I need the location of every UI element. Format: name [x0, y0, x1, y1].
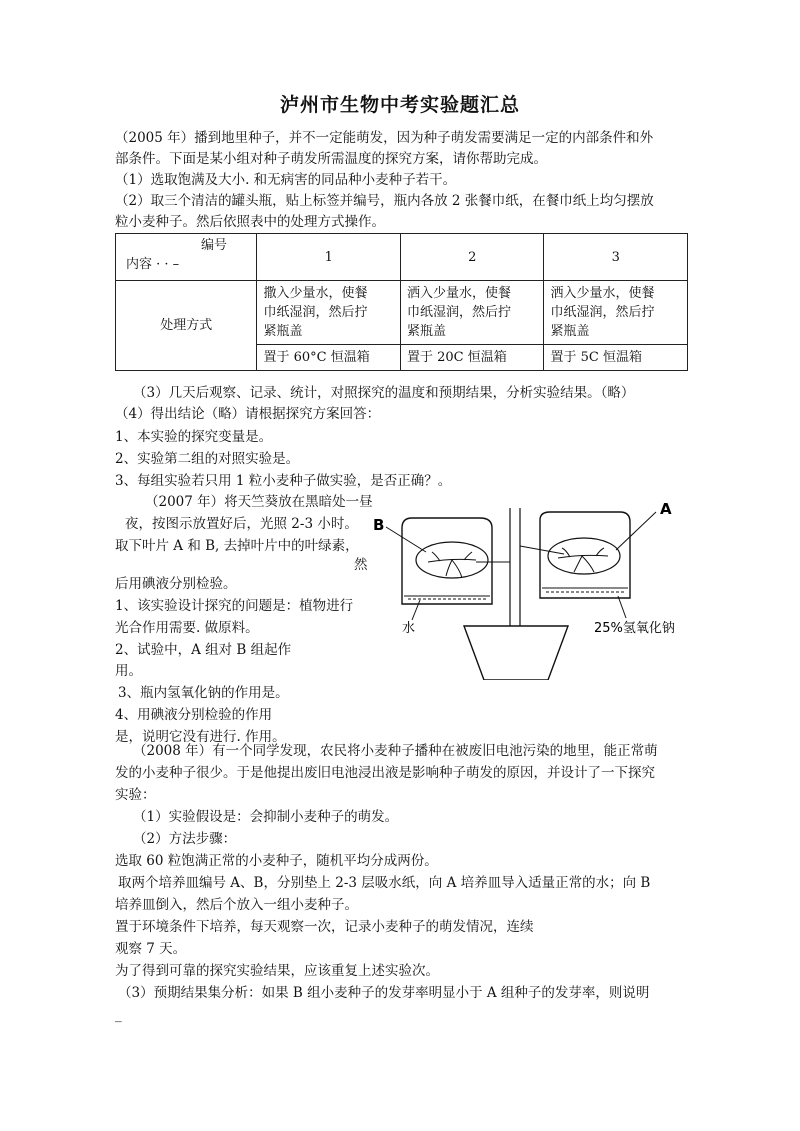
s2007-line-5: 后用碘液分别检验。 [115, 576, 237, 592]
s2007-line-12: 是，说明它没有进行. 作用。 [115, 729, 286, 745]
s2008-line-2: 发的小麦种子很少。于是他提出废旧电池浸出液是影响种子萌发的原因，并设计了一下探究 [115, 765, 655, 781]
cell-water-2-line: 紧瓶盖 [406, 324, 446, 339]
s2007-line-4: 然 [354, 557, 368, 573]
cell-water-2 [400, 281, 544, 345]
s2008-line-4: （1）实验假设是：会抑制小麦种子的萌发。 [133, 809, 399, 825]
cell-temp-1: 置于 60°C 恒温箱 [257, 345, 401, 371]
step-1: （1）选取饱满及大小. 和无病害的同品种小麦种子若干。 [115, 172, 457, 188]
header-content-label: 内容 · · – [126, 257, 180, 272]
cell-water-2-line: 洒入少量水，使餐 [406, 286, 511, 301]
cell-water-1 [257, 281, 401, 345]
s2008-line-11: 为了得到可靠的探究实验结果，应该重复上述实验次。 [115, 963, 439, 979]
question-3: 3、每组实验若只用 1 粒小麦种子做实验，是否正确？。 [115, 473, 452, 489]
cell-water-1-line: 巾纸湿润，然后拧 [263, 305, 368, 320]
s2007-line-9: 用。 [115, 663, 142, 679]
header-number-label: 编号 [201, 238, 228, 253]
cell-temp-3: 置于 5C 恒温箱 [544, 345, 688, 371]
s2008-line-10: 观察 7 天。 [115, 941, 187, 957]
intro-line-2: 部条件。下面是某小组对种子萌发所需温度的探究方案，请你帮助完成。 [115, 151, 547, 167]
label-water: 水 [402, 621, 416, 636]
cell-water-3-line: 洒入少量水，使餐 [550, 286, 655, 301]
step-2-line-1: （2）取三个清洁的罐头瓶，贴上标签并编号，瓶内各放 2 张餐巾纸，在餐巾纸上均匀摆放 [115, 193, 654, 209]
leaf-a-veins [558, 548, 608, 572]
s2007-line-6: 1、该实验设计探究的问题是：植物进行 [115, 598, 354, 614]
row-label-treatment: 处理方式 [116, 281, 257, 371]
label-a: A [660, 500, 672, 518]
s2008-line-13: _ [115, 1007, 122, 1023]
flower-pot [464, 626, 568, 680]
s2007-line-1: （2007 年）将天竺葵放在黑暗处一昼 [145, 494, 373, 510]
petiole-a [520, 546, 564, 554]
cell-temp-2: 置于 20C 恒温箱 [400, 345, 544, 371]
s2008-line-9: 置于环境条件下培养，每天观察一次，记录小麦种子的萌发情况，连续 [115, 919, 534, 935]
table-header-corner [116, 234, 257, 281]
leaf-a [548, 538, 620, 574]
column-header-3: 3 [544, 234, 688, 281]
cell-water-3-line: 紧瓶盖 [550, 324, 590, 339]
column-header-2: 2 [400, 234, 544, 281]
label-naoh: 25%氢氧化钠 [594, 621, 675, 636]
cell-water-1-line: 紧瓶盖 [263, 324, 303, 339]
label-b: B [373, 516, 385, 534]
pointer-b [386, 527, 426, 552]
cell-water-3 [544, 281, 688, 345]
s2007-line-8: 2、试验中，A 组对 B 组起作 [115, 642, 292, 658]
s2008-line-5: （2）方法步骤： [133, 831, 237, 847]
leaf-b-veins [428, 552, 476, 578]
s2008-line-12: （3）预期结果集分析：如果 B 组小麦种子的发芽率明显小于 A 组种子的发芽率，则说明 [118, 985, 650, 1001]
cell-water-1-line: 撒入少量水，使餐 [263, 286, 368, 301]
question-2: 2、实验第二组的对照实验是。 [115, 451, 300, 467]
experiment-table [115, 233, 688, 371]
pointer-naoh [618, 596, 626, 618]
s2007-line-3: 取下叶片 A 和 B, 去掉叶片中的叶绿素， [115, 538, 359, 554]
intro-line-1: （2005 年）播到地里种子，并不一定能萌发，因为种子萌发需要满足一定的内部条件和外 [115, 130, 654, 146]
s2008-line-6: 选取 60 粒饱满正常的小麦种子，随机平均分成两份。 [115, 853, 438, 869]
pointer-water [412, 600, 420, 620]
step-2-line-2: 粒小麦种子。然后依照表中的处理方式操作。 [115, 214, 385, 230]
s2007-line-10: 3、瓶内氢氧化钠的作用是。 [118, 685, 289, 701]
cell-water-3-line: 巾纸湿润，然后拧 [550, 305, 655, 320]
s2007-line-7: 光合作用需要. 做原料。 [115, 620, 259, 636]
page-title: 泸州市生物中考实验题汇总 [279, 94, 520, 116]
s2008-line-1: （2008 年）有一个同学发现，农民将小麦种子播种在被废旧电池污染的地里，能正常萌 [133, 743, 658, 759]
s2007-line-11: 4、用碘液分别检验的作用 [115, 707, 273, 723]
cell-water-2-line: 巾纸湿润，然后拧 [406, 305, 511, 320]
s2008-line-7: 取两个培养皿编号 A、B，分别垫上 2-3 层吸水纸，向 A 培养皿导入适量正常的水；向 B [118, 875, 651, 891]
pointer-a [616, 512, 656, 550]
experiment-figure [368, 500, 708, 680]
s2008-line-3: 实验： [115, 787, 156, 803]
column-header-1: 1 [257, 234, 401, 281]
s2007-line-2: 夜，按图示放置好后，光照 2-3 小时。 [125, 516, 358, 532]
s2008-line-8: 培养皿倒入，然后个放入一组小麦种子。 [115, 897, 358, 913]
step-4: （4）得出结论（略）请根据探究方案回答： [115, 406, 381, 422]
question-1: 1、本实验的探究变量是。 [115, 429, 273, 445]
step-3: （3）几天后观察、记录、统计，对照探究的温度和预期结果，分析实验结果。（略） [133, 385, 635, 401]
